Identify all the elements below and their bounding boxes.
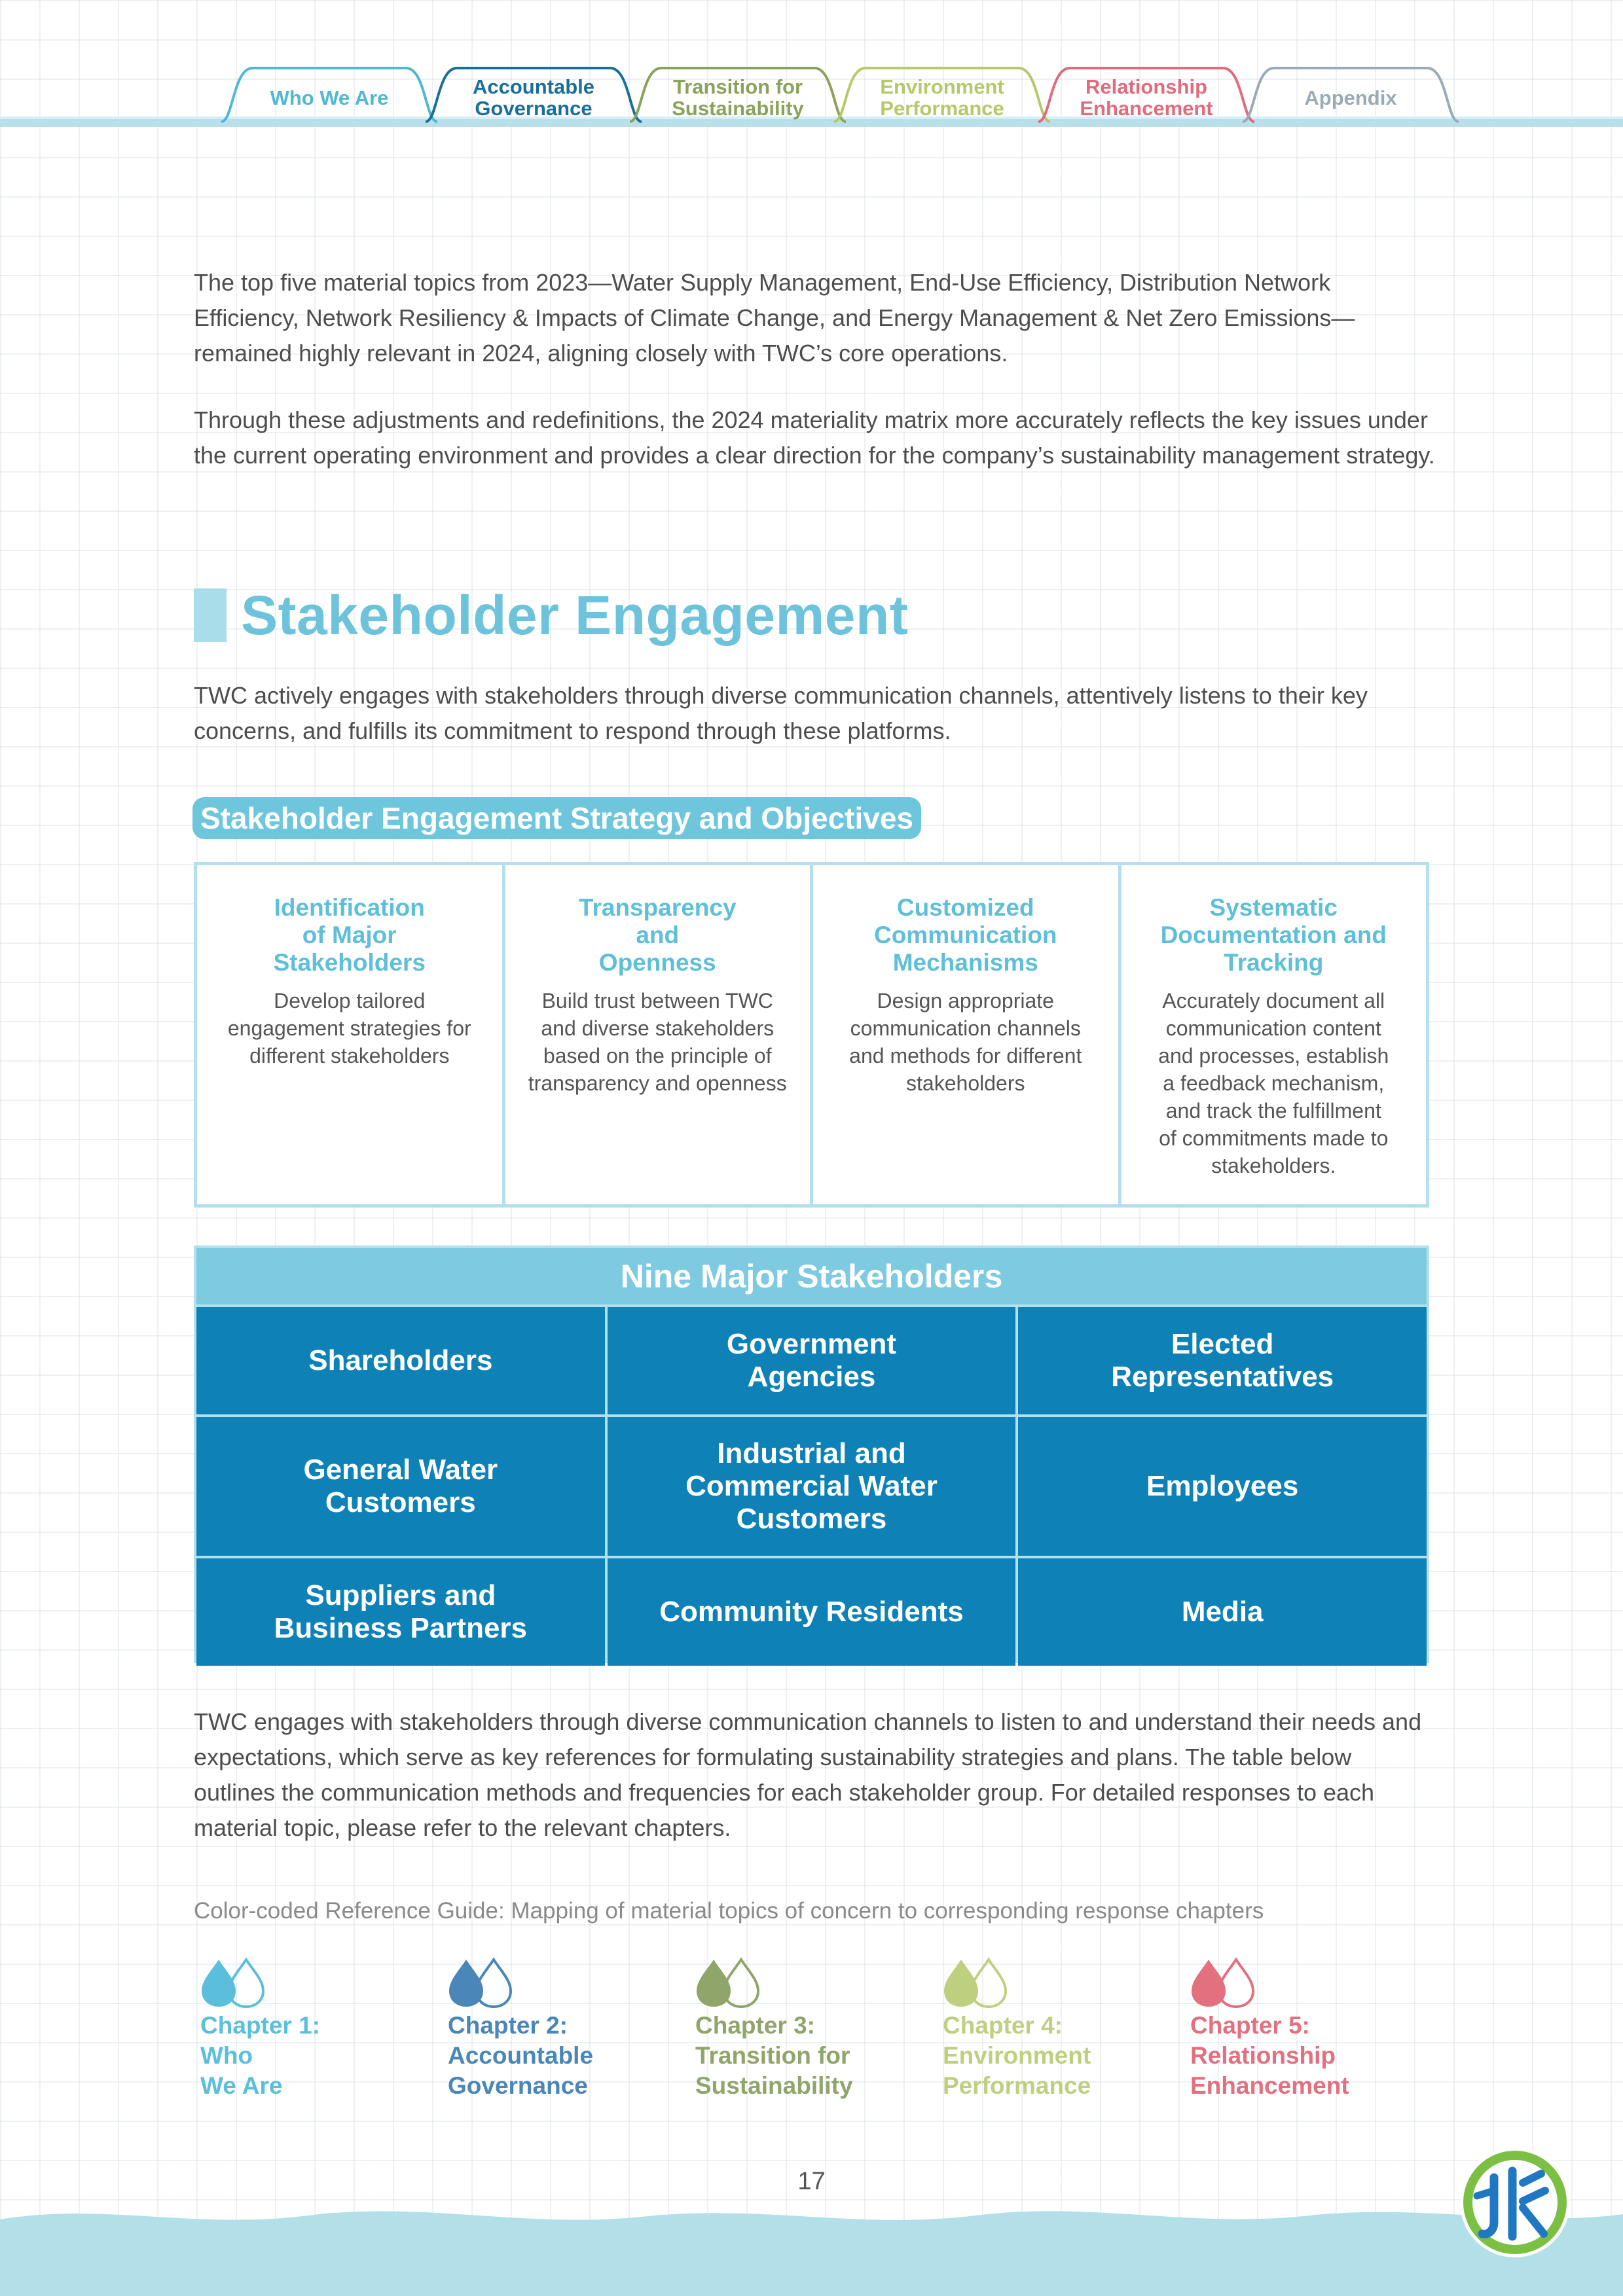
page-number: 17 [797,2168,826,2195]
tab-label: Environment Performance [880,75,1004,120]
tab-accountable-governance[interactable] [426,64,642,123]
tab-label: Relationship Enhancement [1080,75,1213,120]
strategy-column [813,865,1122,1204]
tab-label: Accountable Governance [472,75,595,120]
twc-logo-icon [1457,2145,1573,2260]
chapter-key-label: Chapter 4: Environment Performance [943,2012,1091,2099]
strategy-column-description: Design appropriate communication channels and methods for different stakeholders [849,989,1082,1095]
paragraph-communication-methods: TWC engages with stakeholders through diverse communication channels to listen to and understand their needs and expectations, which serve as key references for formulating sustainability strategies and plans. The table below outlines the communication methods and frequencies for each stakeholder group. For detailed responses to each material topic, please refer to the relevant chapters. [194,1708,1422,1841]
tab-label: Transition for Sustainability [672,75,804,120]
stakeholder-cell: Community Residents [608,1558,1016,1666]
water-drops-icon [448,1957,520,2009]
chapter-key-1 [200,1957,410,2101]
strategy-column [197,865,505,1204]
strategy-column-title: Customized Communication Mechanisms [873,894,1057,976]
section-title [194,586,908,645]
chapter-key-5 [1190,1957,1400,2101]
section-title-text: Stakeholder Engagement [241,584,909,646]
strategy-heading: Stakeholder Engagement Strategy and Objectives [192,797,921,839]
water-drops-icon [1190,1957,1262,2009]
tab-transition-for-sustainability[interactable] [630,64,846,123]
tab-relationship-enhancement[interactable] [1038,64,1254,123]
tab-label: Who We Are [270,86,389,109]
stakeholder-cell: Industrial and Commercial Water Customers [608,1417,1016,1556]
strategy-column [1122,865,1427,1204]
strategy-box [194,862,1429,1208]
section-title-bar [194,588,227,642]
water-drops-icon [943,1957,1015,2009]
chapter-tabs [0,0,1623,131]
stakeholder-cell: Employees [1018,1417,1427,1556]
water-drops-icon [695,1957,767,2009]
stakeholder-cell: Elected Representatives [1018,1307,1427,1414]
stakeholder-cell: Government Agencies [608,1307,1016,1414]
chapter-key-label: Chapter 1: Who We Are [200,2012,320,2099]
paragraph-engagement-intro: TWC actively engages with stakeholders through diverse communication channels, attentively listens to their key concerns, and fulfills its commitment to respond through these platforms. [194,682,1368,744]
stakeholder-cell: Media [1018,1558,1427,1666]
tab-appendix[interactable] [1243,64,1459,123]
strategy-column-title: Identification of Major Stakeholders [273,894,426,976]
paragraph-top-five-topics: The top five material topics from 2023—Water Supply Management, End-Use Efficiency, Distribution Network Efficiency, Network Resiliency & Impacts of Climate Change, and Energy Management & Net Zero Emissions—remained highly relevant in 2024, aligning closely with TWC’s core operations. [194,269,1355,367]
chapter-key-label: Chapter 2: Accountable Governance [448,2012,594,2099]
stakeholder-cell: General Water Customers [196,1417,605,1556]
tab-label: Appendix [1304,86,1397,109]
reference-guide-label: Color-coded Reference Guide: Mapping of material topics of concern to corresponding response chapters [194,1898,1264,1924]
tab-who-we-are[interactable] [221,64,437,123]
footer-wave [0,2196,1623,2296]
strategy-column-description: Develop tailored engagement strategies for different stakeholders [227,989,471,1067]
strategy-column-title: Systematic Documentation and Tracking [1160,894,1387,976]
chapter-key-label: Chapter 3: Transition for Sustainability [695,2012,853,2099]
chapter-key-4 [943,1957,1152,2101]
nine-stakeholders-table [194,1246,1429,1663]
water-drops-icon [200,1957,272,2009]
stakeholder-cell: Shareholders [196,1307,605,1414]
tab-environment-performance[interactable] [834,64,1050,123]
nine-stakeholders-heading: Nine Major Stakeholders [196,1248,1427,1304]
strategy-column [505,865,814,1204]
stakeholder-cell: Suppliers and Business Partners [196,1558,605,1666]
chapter-key-3 [695,1957,905,2101]
stakeholder-grid [196,1307,1427,1666]
strategy-column-title: Transparency and Openness [578,894,737,976]
strategy-column-description: Accurately document all communication content and processes, establish a feedback mechanism, and track the fulfillment of commitments made to stakeholders. [1158,989,1389,1177]
paragraph-materiality-matrix: Through these adjustments and redefinitions, the 2024 materiality matrix more accurately reflects the key issues under the current operating environment and provides a clear direction for the company’s sustainability management strategy. [194,406,1435,469]
strategy-column-description: Build trust between TWC and diverse stakeholders based on the principle of transparency and openness [528,989,787,1095]
chapter-key-label: Chapter 5: Relationship Enhancement [1190,2012,1349,2099]
chapter-key-2 [448,1957,657,2101]
